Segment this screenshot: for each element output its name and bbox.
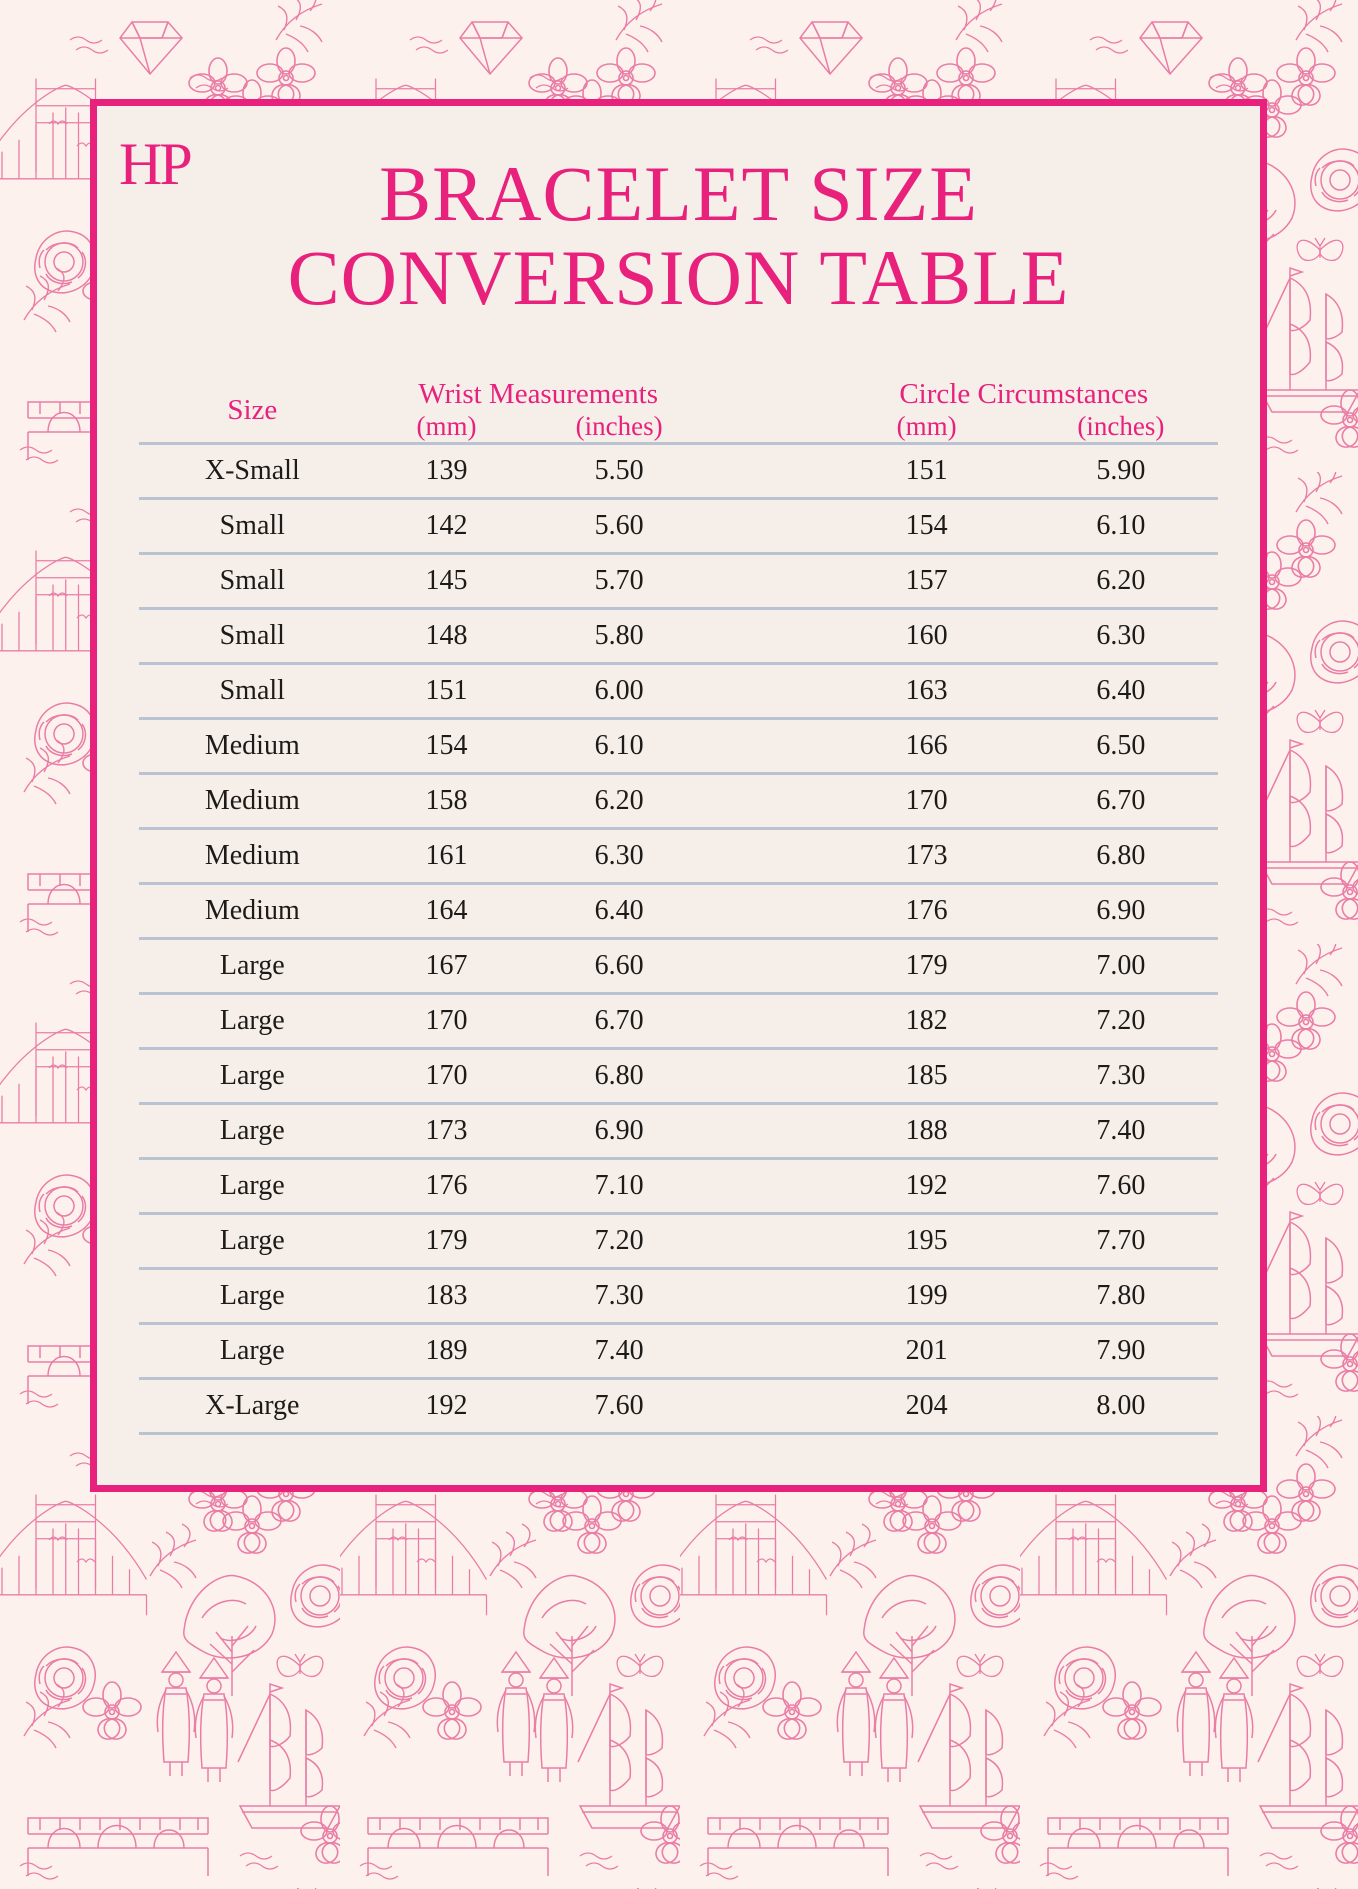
cell-spacer [711, 444, 830, 499]
cell-spacer [711, 939, 830, 994]
cell-wrist-in: 5.60 [594, 510, 644, 541]
cell-wrist-in: 7.10 [594, 1170, 644, 1201]
cell-size: Medium [204, 895, 300, 926]
cell-circle-in: 7.40 [1096, 1115, 1146, 1146]
column-header-size: Size [227, 393, 278, 426]
cell-spacer [711, 1324, 830, 1379]
table-row [139, 1324, 1218, 1379]
table-row [139, 1379, 1218, 1434]
cell-wrist-in: 6.20 [594, 785, 644, 816]
cell-spacer [711, 884, 830, 939]
cell-wrist-in: 6.90 [594, 1115, 644, 1146]
table-row [139, 719, 1218, 774]
table-row [139, 554, 1218, 609]
cell-wrist-mm: 154 [425, 730, 468, 761]
column-header-wrist-mm: (mm) [416, 411, 477, 441]
table-row [139, 1049, 1218, 1104]
cell-circle-mm: 204 [905, 1390, 948, 1421]
table-row [139, 884, 1218, 939]
cell-circle-in: 6.40 [1096, 675, 1146, 706]
cell-circle-mm: 151 [905, 455, 948, 486]
table-row [139, 444, 1218, 499]
cell-wrist-in: 6.10 [594, 730, 644, 761]
cell-spacer [711, 1269, 830, 1324]
cell-circle-mm: 179 [905, 950, 948, 981]
cell-size: Large [219, 1335, 285, 1366]
cell-wrist-mm: 139 [425, 455, 468, 486]
size-table-container [139, 378, 1218, 1435]
table-row [139, 609, 1218, 664]
cell-spacer [711, 554, 830, 609]
cell-size: Medium [204, 730, 300, 761]
cell-circle-in: 6.90 [1096, 895, 1146, 926]
cell-size: Large [219, 1115, 285, 1146]
cell-wrist-mm: 148 [425, 620, 468, 651]
table-group-header-row [139, 378, 1218, 411]
cell-wrist-in: 5.50 [594, 455, 644, 486]
cell-wrist-in: 7.20 [594, 1225, 644, 1256]
column-header-wrist-inches: (inches) [575, 411, 663, 441]
cell-size: Medium [204, 840, 300, 871]
cell-circle-mm: 188 [905, 1115, 948, 1146]
table-body [139, 444, 1218, 1434]
cell-wrist-mm: 173 [425, 1115, 468, 1146]
cell-size: Large [219, 1280, 285, 1311]
cell-wrist-in: 7.30 [594, 1280, 644, 1311]
cell-wrist-in: 7.60 [594, 1390, 644, 1421]
cell-size: Large [219, 950, 285, 981]
cell-circle-mm: 173 [905, 840, 948, 871]
cell-wrist-in: 6.70 [594, 1005, 644, 1036]
cell-circle-in: 6.80 [1096, 840, 1146, 871]
cell-circle-in: 7.70 [1096, 1225, 1146, 1256]
cell-spacer [711, 1049, 830, 1104]
cell-wrist-mm: 192 [425, 1390, 468, 1421]
cell-circle-mm: 160 [905, 620, 948, 651]
cell-circle-in: 7.90 [1096, 1335, 1146, 1366]
table-row [139, 1214, 1218, 1269]
cell-circle-in: 6.10 [1096, 510, 1146, 541]
cell-wrist-in: 6.00 [594, 675, 644, 706]
cell-size: X-Large [205, 1390, 300, 1421]
cell-spacer [711, 1379, 830, 1434]
cell-size: Large [219, 1005, 285, 1036]
table-row [139, 499, 1218, 554]
cell-spacer [711, 609, 830, 664]
cell-size: Small [219, 565, 285, 596]
brand-logo: HP [119, 131, 190, 197]
cell-spacer [711, 1214, 830, 1269]
column-group-header-wrist: Wrist Measurements [418, 378, 659, 410]
cell-circle-mm: 157 [905, 565, 948, 596]
cell-wrist-mm: 142 [425, 510, 468, 541]
cell-circle-in: 6.70 [1096, 785, 1146, 816]
cell-spacer [711, 1159, 830, 1214]
column-spacer-units [711, 411, 830, 444]
cell-circle-mm: 195 [905, 1225, 948, 1256]
cell-wrist-in: 6.80 [594, 1060, 644, 1091]
cell-wrist-mm: 167 [425, 950, 468, 981]
table-row [139, 939, 1218, 994]
table-row [139, 1159, 1218, 1214]
cell-spacer [711, 499, 830, 554]
cell-wrist-mm: 164 [425, 895, 468, 926]
column-header-circle-inches: (inches) [1077, 411, 1165, 441]
cell-circle-mm: 185 [905, 1060, 948, 1091]
cell-circle-in: 7.60 [1096, 1170, 1146, 1201]
table-row [139, 994, 1218, 1049]
table-row [139, 1104, 1218, 1159]
cell-size: Large [219, 1225, 285, 1256]
cell-spacer [711, 994, 830, 1049]
cell-wrist-in: 6.40 [594, 895, 644, 926]
page-title [97, 152, 1260, 320]
cell-circle-in: 7.30 [1096, 1060, 1146, 1091]
cell-spacer [711, 829, 830, 884]
cell-wrist-in: 5.80 [594, 620, 644, 651]
cell-spacer [711, 774, 830, 829]
cell-circle-mm: 176 [905, 895, 948, 926]
table-head [139, 378, 1218, 444]
cell-wrist-in: 7.40 [594, 1335, 644, 1366]
cell-circle-mm: 201 [905, 1335, 948, 1366]
cell-wrist-mm: 158 [425, 785, 468, 816]
cell-wrist-mm: 179 [425, 1225, 468, 1256]
cell-wrist-mm: 176 [425, 1170, 468, 1201]
cell-size: Small [219, 510, 285, 541]
cell-circle-in: 8.00 [1096, 1390, 1146, 1421]
table-row [139, 664, 1218, 719]
cell-size: Large [219, 1170, 285, 1201]
cell-size: Small [219, 620, 285, 651]
cell-size: Small [219, 675, 285, 706]
cell-wrist-mm: 145 [425, 565, 468, 596]
cell-wrist-mm: 170 [425, 1005, 468, 1036]
cell-wrist-in: 5.70 [594, 565, 644, 596]
column-header-circle-mm: (mm) [896, 411, 957, 441]
cell-circle-mm: 170 [905, 785, 948, 816]
cell-circle-in: 5.90 [1096, 455, 1146, 486]
table-row [139, 1269, 1218, 1324]
cell-circle-mm: 154 [905, 510, 948, 541]
cell-spacer [711, 1104, 830, 1159]
cell-wrist-in: 6.30 [594, 840, 644, 871]
cell-size: Medium [204, 785, 300, 816]
cell-spacer [711, 664, 830, 719]
cell-circle-mm: 163 [905, 675, 948, 706]
cell-circle-in: 6.50 [1096, 730, 1146, 761]
column-spacer [711, 378, 830, 411]
cell-size: X-Small [204, 455, 300, 486]
cell-circle-in: 6.20 [1096, 565, 1146, 596]
table-row [139, 829, 1218, 884]
cell-circle-mm: 199 [905, 1280, 948, 1311]
cell-circle-in: 7.80 [1096, 1280, 1146, 1311]
cell-wrist-mm: 183 [425, 1280, 468, 1311]
cell-circle-in: 7.00 [1096, 950, 1146, 981]
cell-wrist-mm: 151 [425, 675, 468, 706]
cell-spacer [711, 719, 830, 774]
column-group-header-circle: Circle Circumstances [899, 378, 1149, 410]
cell-wrist-in: 6.60 [594, 950, 644, 981]
cell-circle-mm: 166 [905, 730, 948, 761]
cell-wrist-mm: 170 [425, 1060, 468, 1091]
cell-circle-mm: 192 [905, 1170, 948, 1201]
table-row [139, 774, 1218, 829]
cell-circle-in: 7.20 [1096, 1005, 1146, 1036]
cell-wrist-mm: 161 [425, 840, 468, 871]
title-line-2: CONVERSION TABLE [287, 234, 1070, 322]
bracelet-size-table [139, 378, 1218, 1435]
cell-circle-mm: 182 [905, 1005, 948, 1036]
cell-size: Large [219, 1060, 285, 1091]
cell-circle-in: 6.30 [1096, 620, 1146, 651]
cell-wrist-mm: 189 [425, 1335, 468, 1366]
poster-frame [90, 99, 1267, 1492]
title-line-1: BRACELET SIZE [379, 150, 978, 237]
